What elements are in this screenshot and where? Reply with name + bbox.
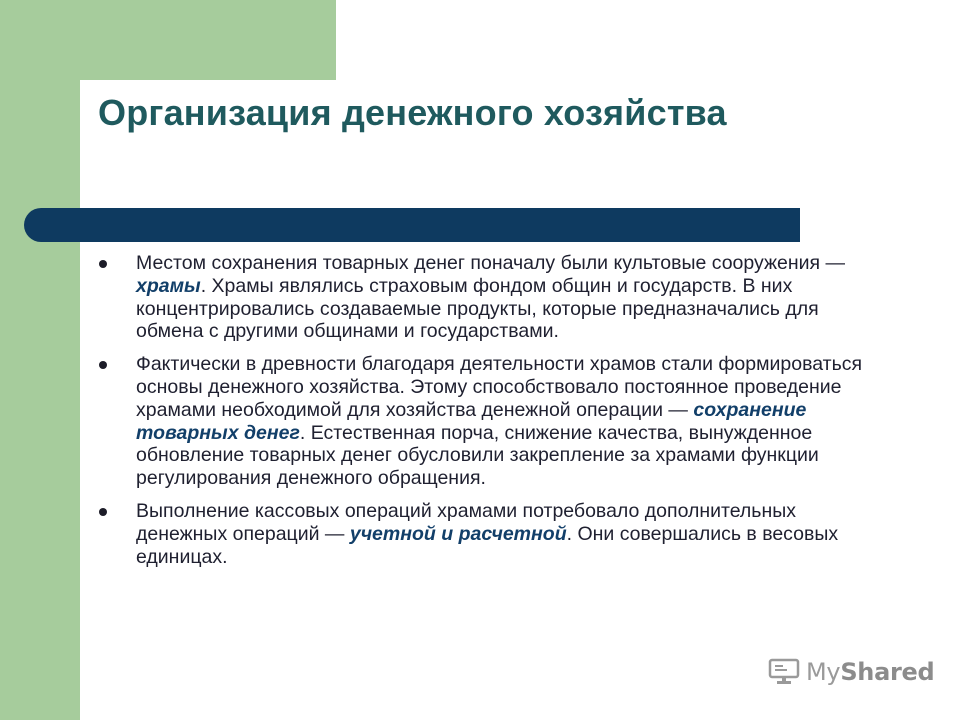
bullet-emphasis: храмы (136, 274, 201, 297)
bullet-text: Фактически в древности благодаря деятельности храмов стали формироваться основы денежного хозяйства. Этому способствовало постоянное проведение храмами необходимой для хозяйства денежной операции — (136, 353, 863, 421)
myshared-watermark[interactable] (768, 658, 934, 686)
bullet-text: Местом сохранения товарных денег поначалу были культовые сооружения — (136, 252, 846, 274)
projector-screen-icon (768, 658, 800, 686)
bullet-item (96, 252, 886, 343)
slide-title: Организация денежного хозяйства (98, 92, 727, 133)
bullet-text: . Естественная порча, снижение качества, вынужденное обновление товарных денег обусловили закрепление за храмами функции регулирования денежного обращения. (136, 421, 819, 490)
bullet-dot (99, 361, 107, 369)
green-corner-block (0, 0, 336, 80)
bullet-text: Выполнение кассовых операций храмами потребовало дополнительных денежных операций — (136, 499, 797, 545)
bullet-dot (99, 508, 107, 516)
watermark-text: MyShared (806, 658, 935, 686)
bullet-item (96, 500, 886, 568)
bullet-item (96, 353, 886, 490)
bullet-text: . Они совершались в весовых единицах. (136, 522, 839, 568)
bullet-emphasis: сохранение товарных денег (136, 398, 807, 444)
title-divider-bar (24, 208, 800, 242)
bullet-dot (99, 260, 107, 268)
bullet-text: . Храмы являлись страховым фондом общин и государств. В них концентрировались создаваемые продукты, которые предназначались для обмена с другими общинами и государствами. (136, 274, 819, 343)
bullet-list (96, 252, 886, 578)
green-side-strip (0, 80, 80, 720)
bullet-emphasis: учетной и расчетной (349, 522, 567, 545)
